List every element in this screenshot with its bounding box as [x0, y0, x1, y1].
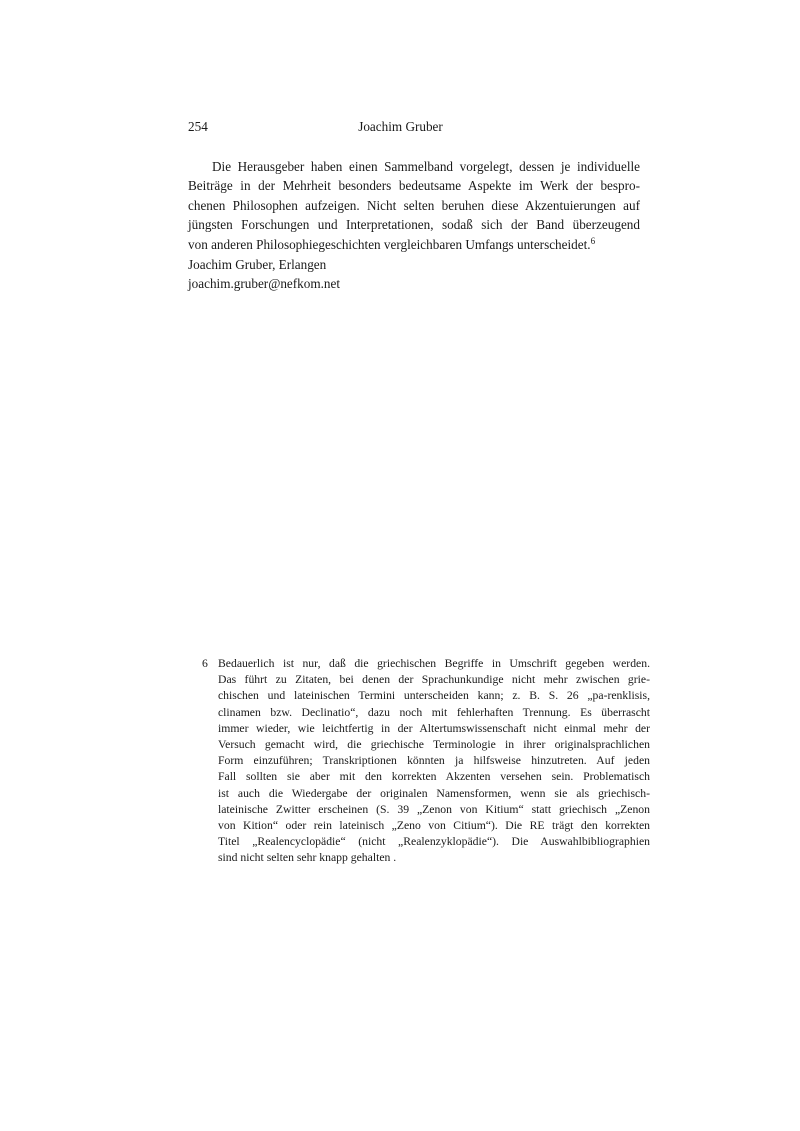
footnote-reference[interactable]: 6	[590, 235, 596, 246]
paragraph-line: Beiträge in der Mehrheit besonders bedeutsame Aspekte im Werk der bespro-	[188, 178, 640, 194]
footnote-line: Versuch gemacht wird, die griechische Terminologie in ihrer originalsprachlichen	[218, 738, 650, 752]
footnote-line: clinamen bzw. Declinatio“, dazu noch mit fehlerhaften Trennung. Es überrascht	[218, 705, 650, 719]
footnote-line-last: sind nicht selten sehr knapp gehalten .	[218, 851, 397, 865]
main-paragraph	[188, 157, 640, 254]
footnote-line: Bedauerlich ist nur, daß die griechischen Begriffe in Umschrift gegeben werden.	[218, 657, 650, 670]
paragraph-line: chenen Philosophen aufzeigen. Nicht selten beruhen diese Akzentuierungen auf	[188, 197, 640, 213]
author-signature	[188, 255, 340, 294]
footnote-line: Fall sollten sie aber mit den korrekten Akzenten versehen sein. Problematisch	[218, 770, 650, 784]
footnote-number: 6	[202, 657, 208, 670]
paragraph-line-last	[188, 235, 640, 254]
footnote-line: chischen und lateinischen Termini unterscheiden kann; z. B. S. 26 „pa-renklisis,	[218, 689, 650, 703]
page-header	[188, 119, 613, 137]
paragraph-line-text: von anderen Philosophiegeschichten vergleichbaren Umfangs unterscheidet.	[188, 236, 591, 252]
footnote-line: Form einzuführen; Transkriptionen könnten ja hilfsweise hinzutreten. Auf jeden	[218, 754, 650, 768]
footnote-line: ist auch die Wiedergabe der originalen Namensformen, wenn sie als griechisch-	[218, 786, 650, 800]
footnote-line: lateinische Zwitter erscheinen (S. 39 „Zenon von Kitium“ statt griechisch „Zenon	[218, 802, 650, 816]
footnote-line: immer wieder, wie leichtfertig in der Altertumswissenschaft nicht einmal mehr der	[218, 721, 650, 735]
author-name-location: Joachim Gruber, Erlangen	[188, 257, 327, 272]
author-email[interactable]: joachim.gruber@nefkom.net	[188, 276, 341, 292]
footnote-line: Das führt zu Zitaten, bei denen der Sprachunkundige nicht mehr zwischen grie-	[218, 673, 650, 687]
footnote-line: von Kition“ oder rein lateinisch „Zeno von Citium“). Die RE trägt den korrekten	[218, 819, 650, 833]
page-number: 254	[188, 119, 208, 134]
footnote-text	[218, 656, 650, 867]
running-head: Joachim Gruber	[358, 119, 443, 134]
paragraph-line: Die Herausgeber haben einen Sammelband vorgelegt, dessen je individuelle	[212, 159, 640, 174]
paragraph-line: jüngsten Forschungen und Interpretationen, sodaß sich der Band überzeugend	[188, 217, 640, 233]
footnote-line: Titel „Realencyclopädie“ (nicht „Realenzyklopädie“). Die Auswahlbibliographien	[218, 835, 650, 849]
